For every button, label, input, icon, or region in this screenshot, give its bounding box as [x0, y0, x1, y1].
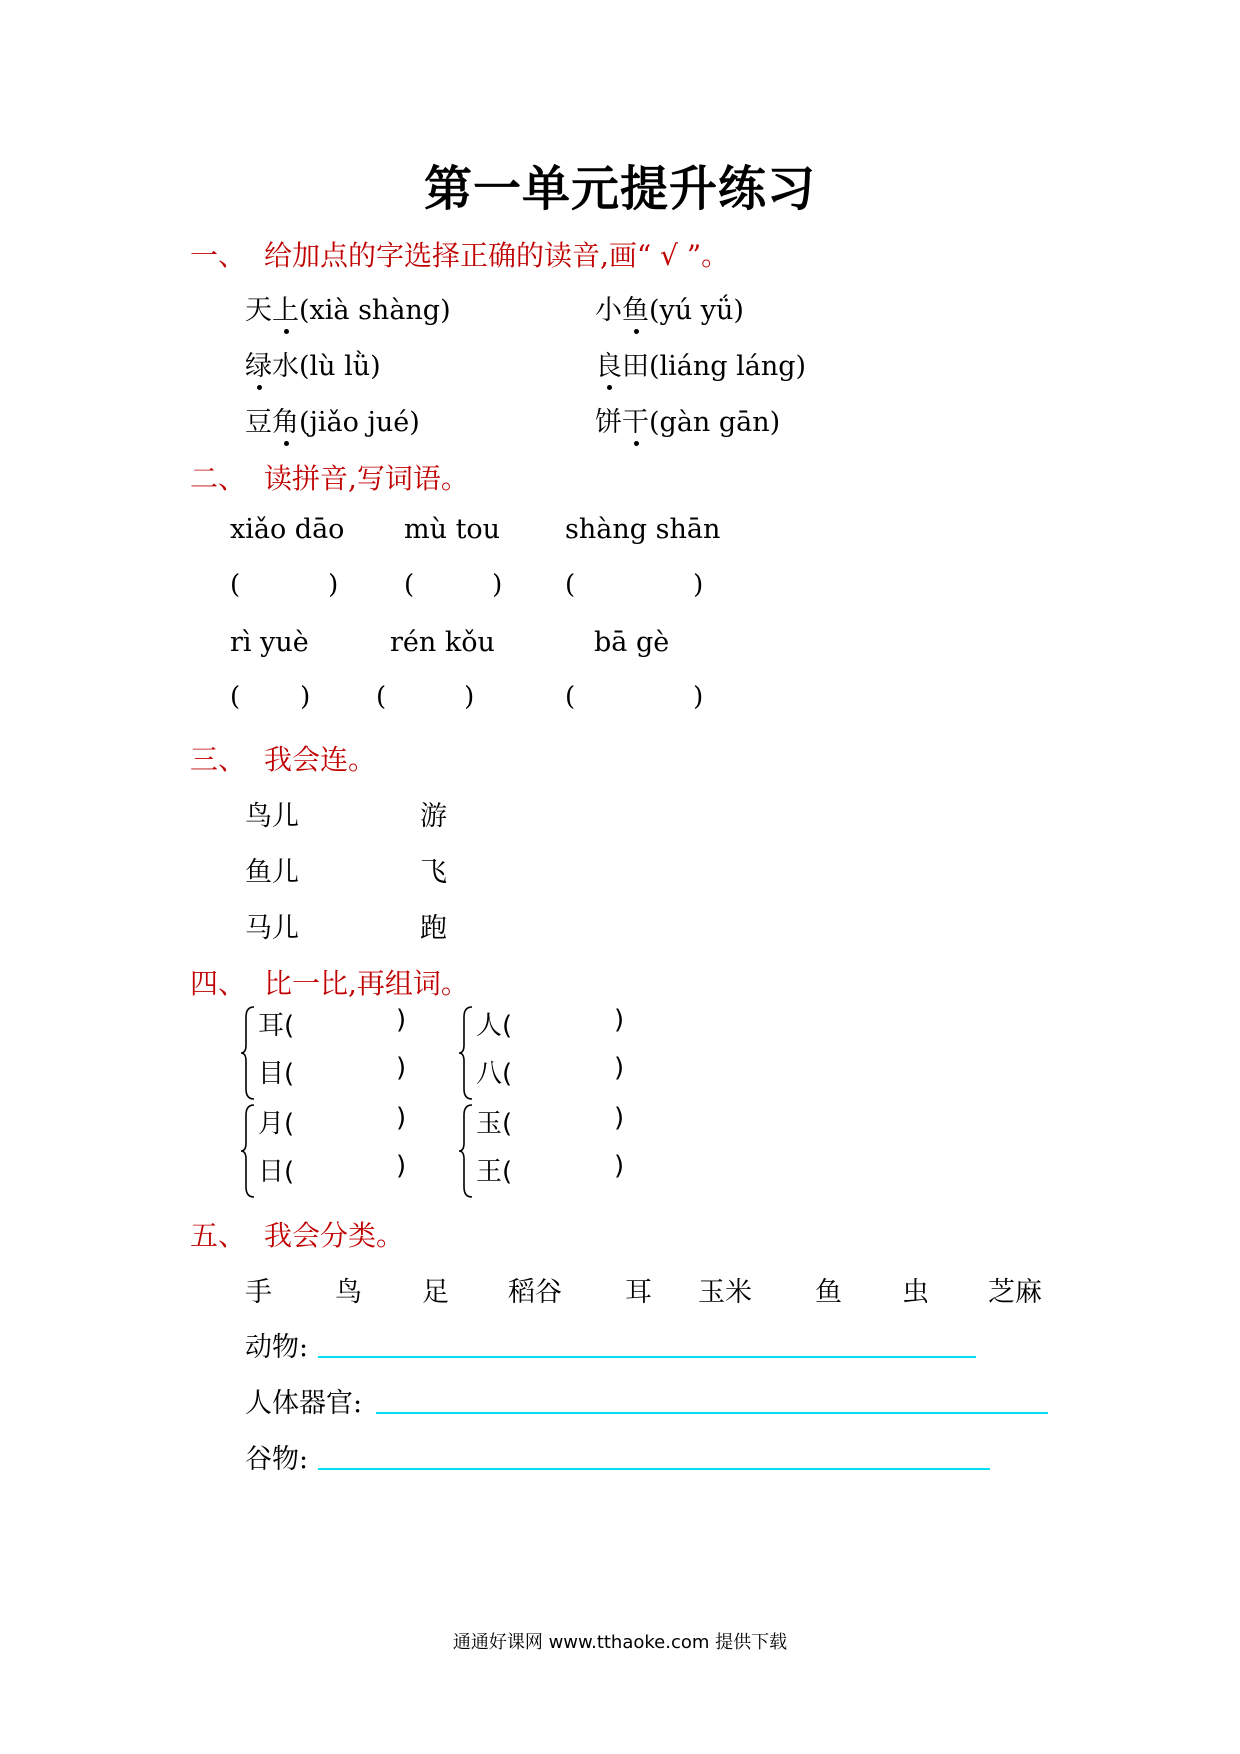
section-4-heading: [190, 962, 469, 1002]
category-label-grains: 谷物:: [245, 1444, 309, 1475]
char: 田: [622, 351, 649, 382]
char: 水: [272, 351, 299, 382]
page-title: 第一单元提升练习: [423, 161, 816, 217]
category-word: 足: [422, 1277, 449, 1308]
section-5-instruction: 我会分类。: [264, 1219, 405, 1252]
pinyin-choice-4: [595, 344, 806, 383]
pinyin-choice-6: [595, 400, 780, 439]
dotted-char: 鱼: [622, 295, 649, 326]
char: 豆: [245, 407, 272, 438]
category-word: 稻谷: [508, 1277, 562, 1308]
category-label-animals: 动物:: [245, 1332, 309, 1363]
compare-char: 八: [476, 1059, 503, 1089]
compare-char: 日: [258, 1157, 285, 1187]
pinyin-options[interactable]: (jiǎo jué): [299, 407, 420, 438]
pinyin-word: mù tou: [404, 514, 501, 545]
section-4-instruction: 比一比,再组词。: [264, 967, 469, 1000]
section-2-number: 二、: [190, 462, 247, 495]
compare-pair: [240, 1005, 440, 1101]
compare-row[interactable]: 八( ): [476, 1053, 625, 1089]
category-word: 耳: [625, 1277, 652, 1308]
answer-line-grains[interactable]: [318, 1468, 990, 1470]
section-1-instruction: 给加点的字选择正确的读音,画“ √ ”。: [264, 239, 730, 272]
char: 小: [595, 295, 622, 326]
answer-line-animals[interactable]: [318, 1356, 976, 1358]
compare-char: 耳: [258, 1011, 285, 1041]
footer-source: 通通好课网 www.tthaoke.com 提供下载: [452, 1632, 788, 1653]
category-word: 玉米: [698, 1277, 752, 1308]
pinyin-options[interactable]: (lù lǜ): [299, 351, 381, 382]
answer-blank[interactable]: ( ): [404, 570, 503, 600]
left-brace-icon: [458, 1005, 476, 1101]
answer-blank[interactable]: ( ): [565, 682, 704, 712]
pinyin-choice-2: [595, 288, 744, 327]
match-right-item[interactable]: 跑: [420, 913, 447, 944]
match-right-item[interactable]: 游: [420, 801, 447, 832]
compare-row[interactable]: 目( ): [258, 1053, 407, 1089]
answer-blank[interactable]: ( ): [230, 682, 311, 712]
pinyin-word: shàng shān: [565, 514, 721, 545]
compare-row[interactable]: 王( ): [476, 1151, 625, 1187]
compare-pair: [458, 1005, 658, 1101]
compare-row[interactable]: 月( ): [258, 1103, 407, 1139]
compare-char: 目: [258, 1059, 285, 1089]
pinyin-word: bā gè: [594, 627, 670, 658]
dotted-char: 良: [595, 351, 622, 382]
compare-char: 玉: [476, 1109, 503, 1139]
compare-pair: [458, 1103, 658, 1199]
section-3-heading: [190, 738, 376, 778]
answer-line-body-organs[interactable]: [376, 1412, 1048, 1414]
section-1-heading: [190, 234, 729, 274]
category-word: 鸟: [335, 1277, 362, 1308]
section-1-number: 一、: [190, 239, 247, 272]
category-word: 手: [245, 1277, 272, 1308]
compare-char: 月: [258, 1109, 285, 1139]
match-left-item[interactable]: 鸟儿: [245, 801, 299, 832]
section-2-heading: [190, 457, 469, 497]
answer-blank[interactable]: ( ): [376, 682, 475, 712]
dotted-char: 角: [272, 407, 299, 438]
category-word: 虫: [902, 1277, 929, 1308]
dotted-char: 绿: [245, 351, 272, 382]
dotted-char: 上: [272, 295, 299, 326]
compare-row[interactable]: 耳( ): [258, 1005, 407, 1041]
compare-row[interactable]: 日( ): [258, 1151, 407, 1187]
section-3-number: 三、: [190, 743, 247, 776]
pinyin-choice-1: [245, 288, 451, 327]
left-brace-icon: [458, 1103, 476, 1199]
answer-blank[interactable]: ( ): [565, 570, 704, 600]
compare-pair: [240, 1103, 440, 1199]
compare-row[interactable]: 玉( ): [476, 1103, 625, 1139]
match-left-item[interactable]: 鱼儿: [245, 857, 299, 888]
char: 天: [245, 295, 272, 326]
section-2-instruction: 读拼音,写词语。: [264, 462, 469, 495]
category-label-body-organs: 人体器官:: [245, 1388, 363, 1419]
left-brace-icon: [240, 1103, 258, 1199]
category-word: 鱼: [815, 1277, 842, 1308]
section-5-heading: [190, 1214, 404, 1254]
pinyin-word: rén kǒu: [390, 627, 495, 658]
answer-blank[interactable]: ( ): [230, 570, 339, 600]
match-left-item[interactable]: 马儿: [245, 913, 299, 944]
pinyin-choice-3: [245, 344, 381, 383]
left-brace-icon: [240, 1005, 258, 1101]
section-5-number: 五、: [190, 1219, 247, 1252]
pinyin-word: rì yuè: [230, 627, 309, 658]
compare-row[interactable]: 人( ): [476, 1005, 625, 1041]
section-4-number: 四、: [190, 967, 247, 1000]
pinyin-options[interactable]: (gàn gān): [649, 407, 781, 438]
pinyin-choice-5: [245, 400, 420, 439]
pinyin-options[interactable]: (xià shàng): [299, 295, 451, 326]
dotted-char: 干: [622, 407, 649, 438]
char: 饼: [595, 407, 622, 438]
pinyin-word: xiǎo dāo: [230, 514, 345, 545]
compare-char: 人: [476, 1011, 503, 1041]
pinyin-options[interactable]: (yú yǘ): [649, 295, 744, 326]
section-3-instruction: 我会连。: [264, 743, 377, 776]
category-word: 芝麻: [988, 1277, 1042, 1308]
pinyin-options[interactable]: (liáng láng): [649, 351, 807, 382]
match-right-item[interactable]: 飞: [420, 857, 447, 888]
compare-char: 王: [476, 1157, 503, 1187]
